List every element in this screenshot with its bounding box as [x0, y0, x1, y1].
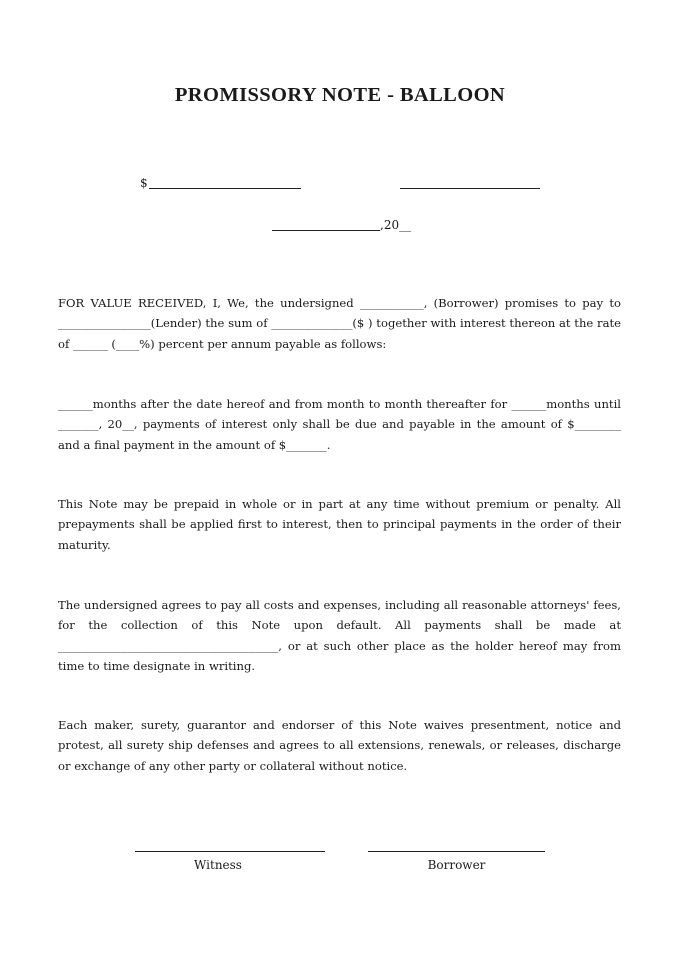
witness-label: Witness: [194, 858, 242, 872]
paragraph-waivers: Each maker, surety, guarantor and endorser of this Note waives presentment, notice and protest, all surety ship defenses and agrees to all extensions, renewals, or releases, discharge or exchange of any other party or collateral without notice.: [58, 718, 621, 773]
amount-blank-line: [149, 188, 301, 189]
paragraph-prepayment: This Note may be prepaid in whole or in part at any time without premium or penalty. All prepayments shall be applied first to interest, then to principal payments in the order of their maturity.: [58, 497, 621, 552]
witness-signature-line: [135, 851, 325, 852]
document-title: PROMISSORY NOTE - BALLOON: [174, 84, 506, 106]
borrower-signature-line: [368, 851, 545, 852]
paragraph-value-received: FOR VALUE RECEIVED, I, We, the undersigned ___________, (Borrower) promises to pay to ________________(Lender) the sum of ______________($ ) together with interest thereon at the rate of ______ (____%) percent per annum payable as follows:: [58, 296, 621, 351]
date-blank-line: [272, 230, 380, 231]
place-blank-line: [400, 188, 540, 189]
paragraph-payment-schedule: ______months after the date hereof and from month to month thereafter for ______months until _______, 20__, payments of interest only shall be due and payable in the amount of $________ and a final payment in the amount of $_______.: [58, 397, 621, 452]
amount-dollar-sign: $: [140, 176, 148, 190]
date-year-field: ,20__: [380, 218, 412, 232]
paragraph-costs-expenses: The undersigned agrees to pay all costs and expenses, including all reasonable attorneys' fees, for the collection of this Note upon default. All payments shall be made at ______________________________________, or at such other place as the holder hereof may from time to time designate in writing.: [58, 598, 621, 674]
borrower-label: Borrower: [427, 858, 486, 872]
